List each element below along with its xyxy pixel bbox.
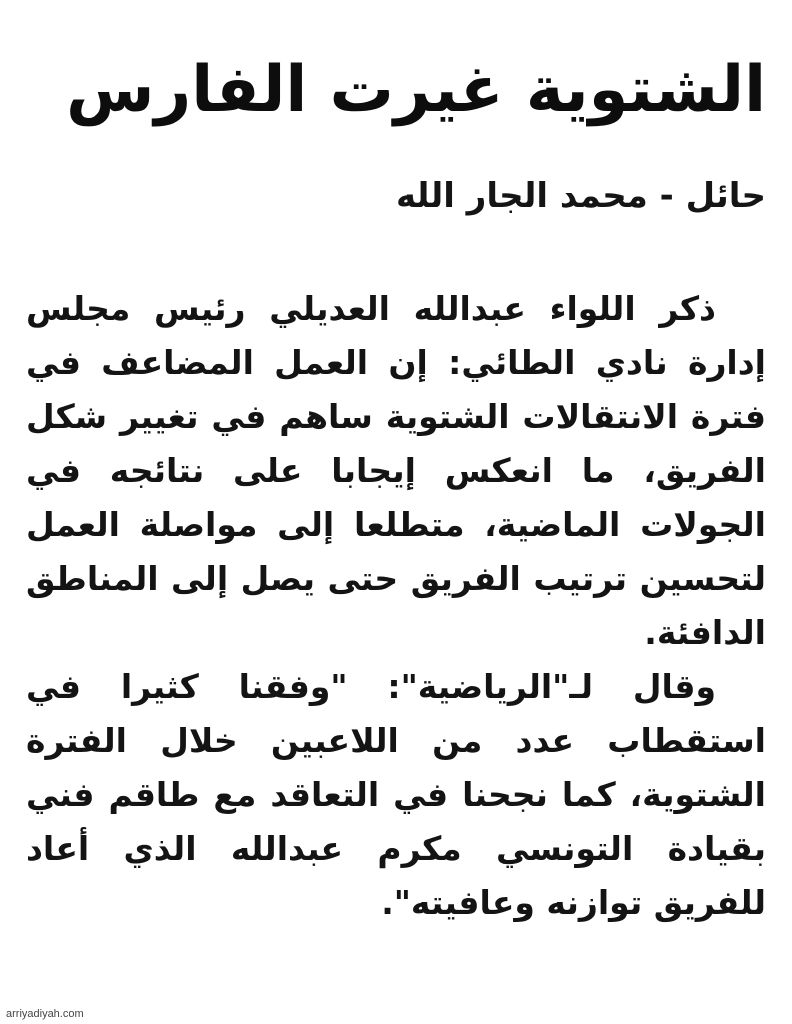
article-paragraph: وقال لـ"الرياضية": "وفقنا كثيرا في استقطاب عدد من اللاعبين خلال الفترة الشتوية، كما نجحنا في التعاقد مع طاقم فني بقيادة التونسي مكرم عبدالله الذي أعاد للفريق توازنه وعافيته". [26, 667, 766, 922]
article-headline: الشتوية غيرت الفارس [66, 53, 766, 127]
article-paragraph: ذكر اللواء عبدالله العديلي رئيس مجلس إدارة نادي الطائي: إن العمل المضاعف في فترة الانتقالات الشتوية ساهم في تغيير شكل الفريق، ما انعكس إيجابا على نتائجه في الجولات الماضية، متطلعا إلى مواصلة العمل لتحسين ترتيب الفريق حتى يصل إلى المناطق الدافئة. [26, 289, 766, 652]
article-body [26, 282, 766, 930]
article-byline: حائل - محمد الجار الله [395, 176, 766, 216]
source-watermark: arriyadiyah.com [6, 1008, 84, 1020]
